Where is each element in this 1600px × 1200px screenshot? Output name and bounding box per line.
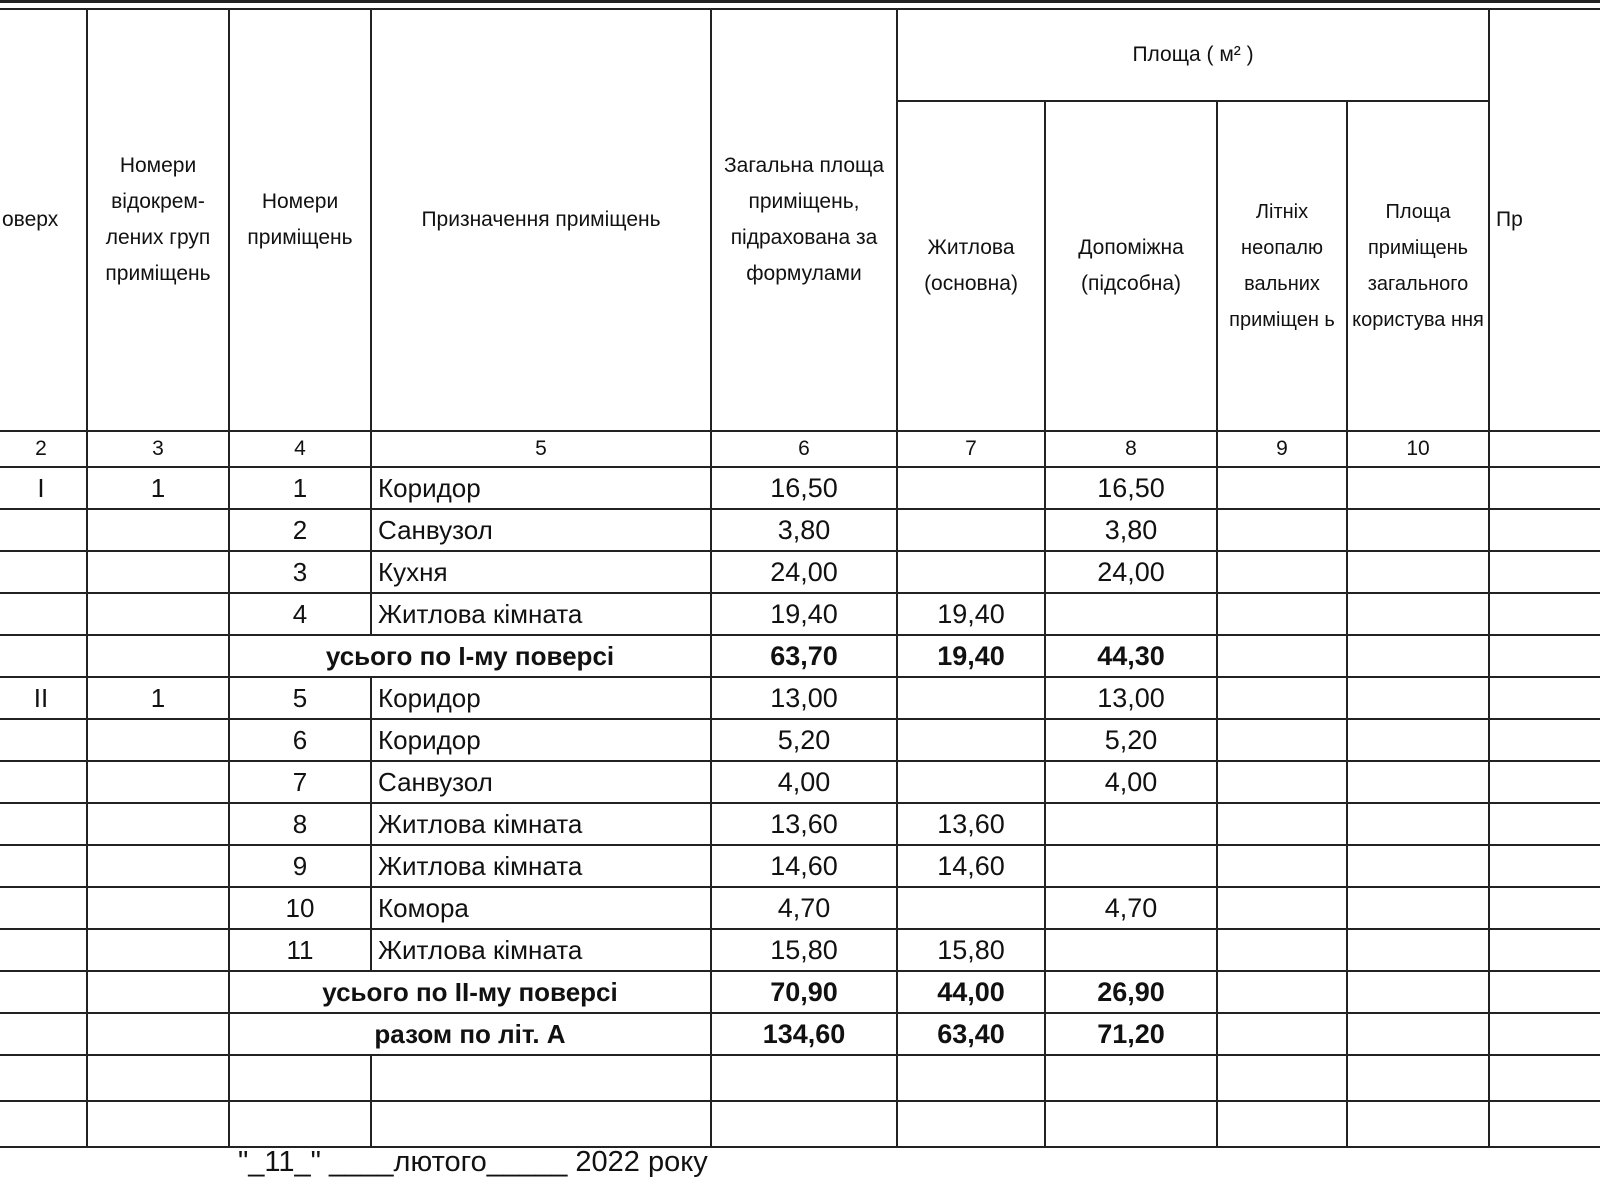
subtotal-aux: 26,90 [1045, 971, 1217, 1013]
cell-total: 13,00 [711, 677, 897, 719]
cell-empty [1217, 1101, 1347, 1147]
column-number: 6 [711, 431, 897, 467]
cell-empty [1347, 887, 1489, 929]
column-number: 7 [897, 431, 1045, 467]
subtotal-living: 44,00 [897, 971, 1045, 1013]
cell-group [87, 551, 229, 593]
cell-floor [0, 887, 87, 929]
cell-room-name: Житлова кімната [371, 803, 711, 845]
cell-floor [0, 719, 87, 761]
cell-empty [1489, 551, 1600, 593]
cell-living: 14,60 [897, 845, 1045, 887]
cell-empty [87, 635, 229, 677]
cell-empty [1217, 971, 1347, 1013]
column-number: 4 [229, 431, 371, 467]
cell-group: 1 [87, 677, 229, 719]
cell-empty [1489, 887, 1600, 929]
table-row [0, 467, 1600, 509]
table-row [0, 509, 1600, 551]
table-row [0, 551, 1600, 593]
cell-empty [897, 1055, 1045, 1101]
column-number: 3 [87, 431, 229, 467]
cell-empty [1045, 1055, 1217, 1101]
cell-empty [371, 1101, 711, 1147]
cell-empty [897, 1101, 1045, 1147]
grand-total-aux: 71,20 [1045, 1013, 1217, 1055]
cell-empty [0, 1055, 87, 1101]
cell-empty [1489, 635, 1600, 677]
table-row [0, 593, 1600, 635]
cell-room-name: Санвузол [371, 509, 711, 551]
cell-total: 5,20 [711, 719, 897, 761]
cell-floor [0, 845, 87, 887]
cell-aux: 16,50 [1045, 467, 1217, 509]
header-floor: оверх [0, 9, 87, 431]
cell-room-number: 4 [229, 593, 371, 635]
column-number: 10 [1347, 431, 1489, 467]
header-group-numbers: Номери відокрем-лених груп приміщень [87, 9, 229, 431]
cell-total: 4,70 [711, 887, 897, 929]
date-line [238, 1146, 708, 1179]
cell-total: 13,60 [711, 803, 897, 845]
subtotal-total: 63,70 [711, 635, 897, 677]
cell-empty [1489, 1013, 1600, 1055]
grand-total-label: разом по літ. А [229, 1013, 711, 1055]
cell-empty [1217, 929, 1347, 971]
cell-empty [1489, 929, 1600, 971]
cell-empty [1347, 593, 1489, 635]
cell-room-name: Житлова кімната [371, 845, 711, 887]
subtotal-aux: 44,30 [1045, 635, 1217, 677]
cell-room-name: Кухня [371, 551, 711, 593]
cell-empty [87, 1013, 229, 1055]
cell-total: 24,00 [711, 551, 897, 593]
cell-empty [1489, 1055, 1600, 1101]
cell-empty [1489, 593, 1600, 635]
cell-room-name: Житлова кімната [371, 929, 711, 971]
cell-room-number: 1 [229, 467, 371, 509]
cell-empty [1347, 803, 1489, 845]
cell-group [87, 803, 229, 845]
cell-room-name: Коридор [371, 677, 711, 719]
cell-aux: 13,00 [1045, 677, 1217, 719]
header-auxiliary: Допоміжна (підсобна) [1045, 101, 1217, 431]
subtotal-label: усього по І-му поверсі [229, 635, 711, 677]
cell-empty [711, 1101, 897, 1147]
column-number: 5 [371, 431, 711, 467]
cell-floor [0, 803, 87, 845]
cell-group [87, 761, 229, 803]
cell-room-name: Коридор [371, 719, 711, 761]
cell-aux: 5,20 [1045, 719, 1217, 761]
cell-empty [1347, 929, 1489, 971]
cell-aux: 4,00 [1045, 761, 1217, 803]
date-month: ____лютого_____ [329, 1146, 568, 1178]
cell-empty [1489, 677, 1600, 719]
cell-living [897, 761, 1045, 803]
table-row [0, 719, 1600, 761]
cell-room-number: 5 [229, 677, 371, 719]
cell-aux: 3,80 [1045, 509, 1217, 551]
date-day: "_11_" [238, 1146, 321, 1178]
cell-room-number: 2 [229, 509, 371, 551]
cell-total: 4,00 [711, 761, 897, 803]
cell-floor: II [0, 677, 87, 719]
cell-empty [1489, 803, 1600, 845]
cell-living [897, 719, 1045, 761]
column-number: 2 [0, 431, 87, 467]
cell-empty [1489, 1101, 1600, 1147]
table-row [0, 845, 1600, 887]
subtotal-living: 19,40 [897, 635, 1045, 677]
cell-empty [1347, 1013, 1489, 1055]
cell-room-number: 10 [229, 887, 371, 929]
grand-total-living: 63,40 [897, 1013, 1045, 1055]
cell-living: 13,60 [897, 803, 1045, 845]
cell-empty [1217, 551, 1347, 593]
cell-empty [1217, 845, 1347, 887]
cell-group: 1 [87, 467, 229, 509]
cell-living: 19,40 [897, 593, 1045, 635]
cell-empty [1347, 677, 1489, 719]
cell-empty [1217, 803, 1347, 845]
subtotal-row-floor-2 [0, 971, 1600, 1013]
cell-living [897, 887, 1045, 929]
cell-empty [229, 1055, 371, 1101]
cell-empty [1489, 467, 1600, 509]
subtotal-label: усього по ІІ-му поверсі [229, 971, 711, 1013]
cell-empty [1489, 509, 1600, 551]
cell-group [87, 929, 229, 971]
cell-room-number: 8 [229, 803, 371, 845]
subtotal-row-floor-1 [0, 635, 1600, 677]
header-total-area: Загальна площа приміщень, підрахована за формулами [711, 9, 897, 431]
empty-row [0, 1101, 1600, 1147]
cell-floor [0, 761, 87, 803]
cell-living [897, 551, 1045, 593]
cell-empty [1217, 761, 1347, 803]
cell-floor [0, 593, 87, 635]
cell-empty [1347, 1101, 1489, 1147]
cell-empty [1217, 593, 1347, 635]
table-row [0, 803, 1600, 845]
cell-empty [0, 1013, 87, 1055]
cell-room-name: Житлова кімната [371, 593, 711, 635]
empty-row [0, 1055, 1600, 1101]
cell-empty [1045, 1101, 1217, 1147]
cell-empty [0, 971, 87, 1013]
cell-empty [1347, 971, 1489, 1013]
cell-empty [1347, 551, 1489, 593]
cell-empty [1217, 467, 1347, 509]
cell-floor: I [0, 467, 87, 509]
cell-empty [87, 971, 229, 1013]
cell-empty [1217, 509, 1347, 551]
cell-empty [229, 1101, 371, 1147]
grand-total-row [0, 1013, 1600, 1055]
cell-total: 19,40 [711, 593, 897, 635]
column-number-empty [1489, 431, 1600, 467]
cell-floor [0, 929, 87, 971]
top-border-line [0, 0, 1600, 3]
cell-aux [1045, 593, 1217, 635]
column-number-row [0, 431, 1600, 467]
cell-empty [1217, 1013, 1347, 1055]
cell-room-name: Комора [371, 887, 711, 929]
header-living: Житлова (основна) [897, 101, 1045, 431]
cell-room-name: Коридор [371, 467, 711, 509]
cell-aux [1045, 929, 1217, 971]
cell-empty [1347, 719, 1489, 761]
cell-empty [1217, 719, 1347, 761]
header-area-group: Площа ( м² ) [897, 9, 1489, 101]
subtotal-total: 70,90 [711, 971, 897, 1013]
column-number: 9 [1217, 431, 1347, 467]
cell-total: 15,80 [711, 929, 897, 971]
cell-group [87, 509, 229, 551]
cell-empty [1489, 845, 1600, 887]
column-number: 8 [1045, 431, 1217, 467]
cell-group [87, 719, 229, 761]
cell-empty [1347, 635, 1489, 677]
cell-total: 3,80 [711, 509, 897, 551]
cell-room-number: 6 [229, 719, 371, 761]
cell-empty [1347, 1055, 1489, 1101]
table-row [0, 887, 1600, 929]
cell-empty [1489, 971, 1600, 1013]
date-year: 2022 року [575, 1146, 708, 1178]
cell-living: 15,80 [897, 929, 1045, 971]
cell-empty [1217, 1055, 1347, 1101]
cell-living [897, 677, 1045, 719]
cell-empty [0, 1101, 87, 1147]
cell-group [87, 845, 229, 887]
header-summer: Літніх неопалю вальних приміщен ь [1217, 101, 1347, 431]
cell-empty [1347, 761, 1489, 803]
cell-empty [1347, 845, 1489, 887]
table-row [0, 761, 1600, 803]
room-area-table [0, 8, 1600, 1148]
table-row [0, 677, 1600, 719]
cell-empty [711, 1055, 897, 1101]
cell-total: 14,60 [711, 845, 897, 887]
cell-room-number: 11 [229, 929, 371, 971]
cell-empty [87, 1101, 229, 1147]
grand-total-total: 134,60 [711, 1013, 897, 1055]
cell-empty [1347, 467, 1489, 509]
cell-empty [371, 1055, 711, 1101]
header-purpose: Призначення приміщень [371, 9, 711, 431]
cell-empty [1489, 719, 1600, 761]
cell-empty [0, 635, 87, 677]
cell-room-number: 9 [229, 845, 371, 887]
cell-living [897, 467, 1045, 509]
cell-group [87, 887, 229, 929]
header-last-cut: Пр [1489, 9, 1600, 431]
cell-empty [1217, 635, 1347, 677]
cell-floor [0, 551, 87, 593]
cell-aux: 24,00 [1045, 551, 1217, 593]
cell-living [897, 509, 1045, 551]
cell-empty [87, 1055, 229, 1101]
cell-empty [1489, 761, 1600, 803]
cell-group [87, 593, 229, 635]
header-common: Площа приміщень загального користува ння [1347, 101, 1489, 431]
cell-room-name: Санвузол [371, 761, 711, 803]
cell-total: 16,50 [711, 467, 897, 509]
cell-aux [1045, 845, 1217, 887]
table-row [0, 929, 1600, 971]
cell-room-number: 7 [229, 761, 371, 803]
cell-floor [0, 509, 87, 551]
header-room-numbers: Номери приміщень [229, 9, 371, 431]
cell-room-number: 3 [229, 551, 371, 593]
cell-empty [1217, 677, 1347, 719]
cell-aux [1045, 803, 1217, 845]
cell-aux: 4,70 [1045, 887, 1217, 929]
cell-empty [1347, 509, 1489, 551]
cell-empty [1217, 887, 1347, 929]
